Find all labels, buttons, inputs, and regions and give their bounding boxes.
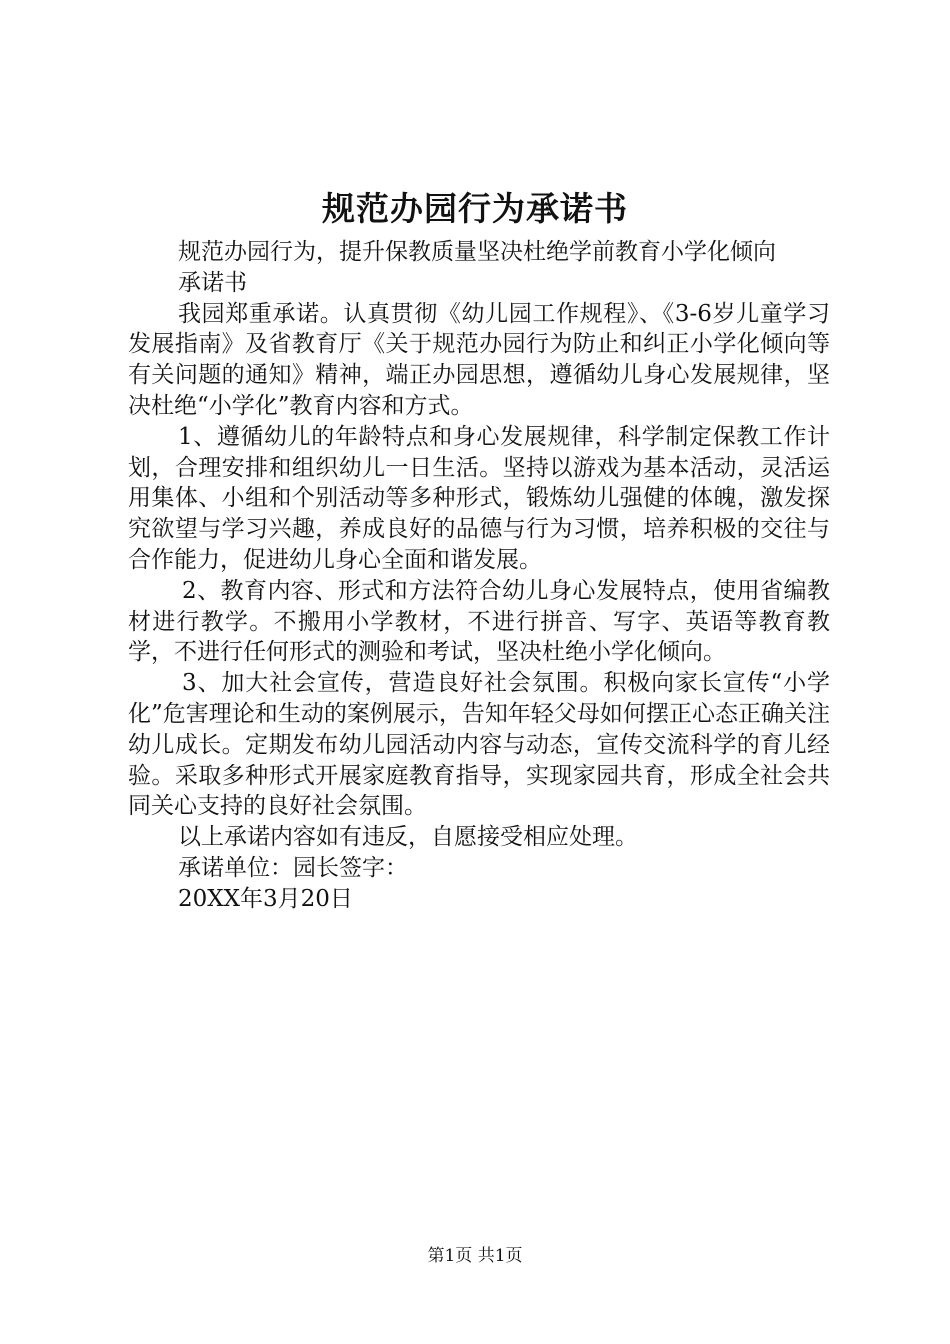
- document-body: [128, 237, 830, 915]
- paragraph-pledge-intro: 我园郑重承诺。认真贯彻《幼儿园工作规程》、《3-6岁儿童学习发展指南》及省教育厅《关于规范办园行为防止和纠正小学化倾向等有关问题的通知》精神，端正办园思想，遵循幼儿身心发展规律，坚决杜绝“小学化”教育内容和方式。: [128, 300, 830, 419]
- paragraph-date: 20XX年3月20日: [178, 885, 353, 912]
- paragraph-violation-clause: 以上承诺内容如有违反，自愿接受相应处理。: [178, 824, 638, 851]
- paragraph-subtitle: 规范办园行为，提升保教质量坚决杜绝学前教育小学化倾向: [178, 239, 776, 265]
- paragraph-item-2: 2、教育内容、形式和方法符合幼儿身心发展特点，使用省编教材进行教学。不搬用小学教材，不进行拼音、写字、英语等教育教学，不进行任何形式的测验和考试，坚决杜绝小学化倾向。: [128, 577, 830, 666]
- paragraph-item-1: 1、遵循幼儿的年龄特点和身心发展规律，科学制定保教工作计划，合理安排和组织幼儿一日生活。坚持以游戏为基本活动，灵活运用集体、小组和个别活动等多种形式，锻炼幼儿强健的体魄，激发探究欲望与学习兴趣，养成良好的品德与行为习惯，培养积极的交往与合作能力，促进幼儿身心全面和谐发展。: [128, 423, 830, 573]
- paragraph-signature: 承诺单位：园长签字：: [178, 854, 408, 881]
- paragraph-heading: 承诺书: [178, 269, 247, 296]
- paragraph-item-3: 3、加大社会宣传，营造良好社会氛围。积极向家长宣传“小学化”危害理论和生动的案例展示，告知年轻父母如何摆正心态正确关注幼儿成长。定期发布幼儿园活动内容与动态，宣传交流科学的育儿经验。采取多种形式开展家庭教育指导，实现家园共育，形成全社会共同关心支持的良好社会氛围。: [128, 670, 830, 820]
- page-number-footer: 第1页 共1页: [427, 1246, 523, 1266]
- document-title: 规范办园行为承诺书: [322, 189, 628, 228]
